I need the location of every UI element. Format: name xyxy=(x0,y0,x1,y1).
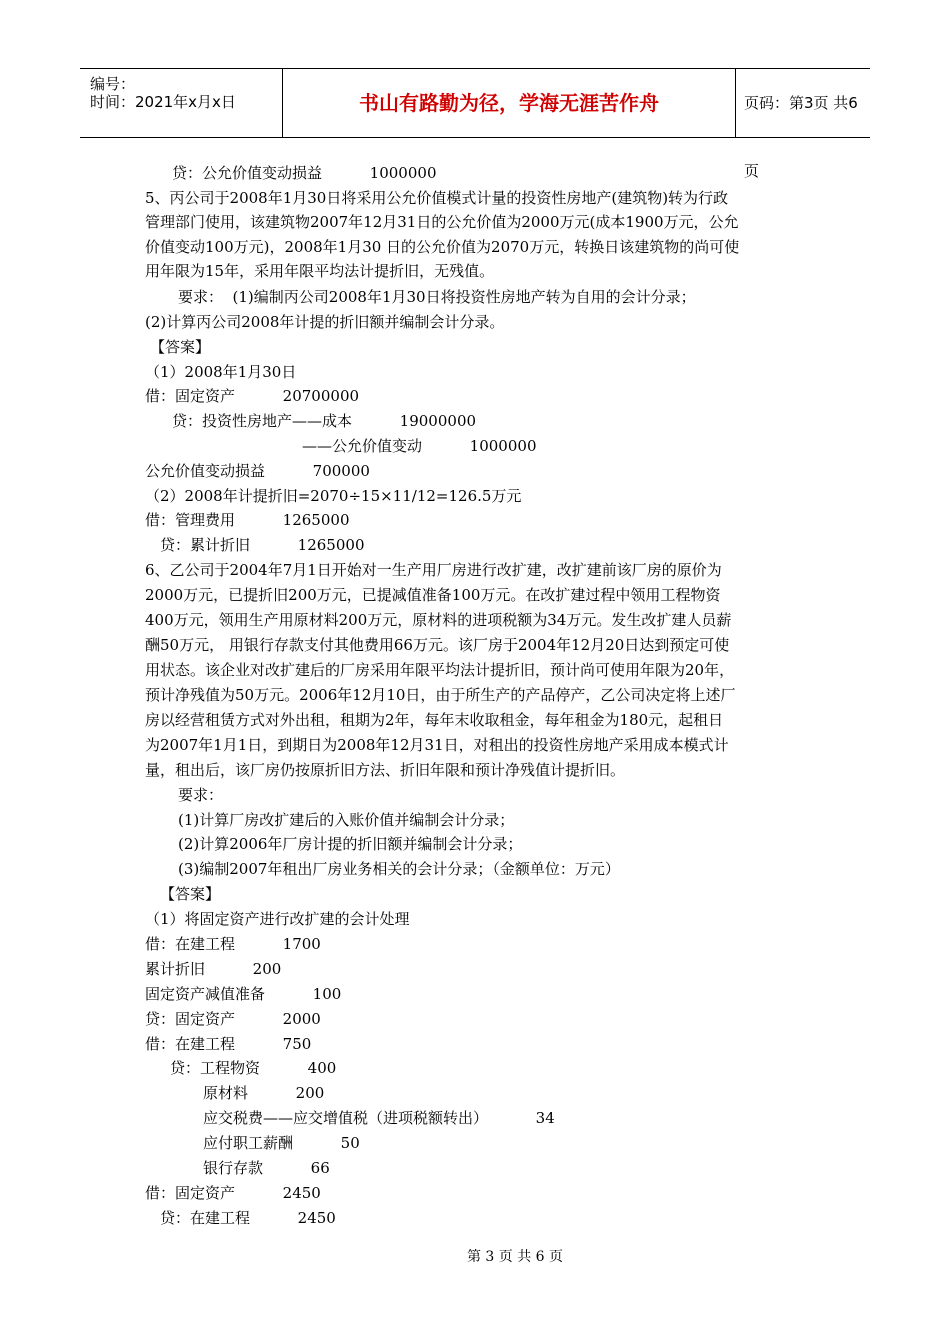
journal-line: 贷：累计折旧 1265000 xyxy=(160,536,365,554)
journal-line: 贷：在建工程 2450 xyxy=(160,1209,336,1227)
text-line: （2）2008年计提折旧=2070÷15×11/12=126.5万元 xyxy=(145,487,522,505)
page-footer: 第 3 页 共 6 页 xyxy=(466,1249,564,1265)
text-line: 管理部门使用，该建筑物2007年12月31日的公允价值为2000万元(成本1900万元，公允 xyxy=(145,213,739,231)
text-line: 房以经营租赁方式对外出租，租期为2年，每年末收取租金，每年租金为180元，起租日 xyxy=(145,711,724,729)
answer-heading: 【答案】 xyxy=(150,338,211,356)
text-line: 用年限为15年，采用年限平均法计提折旧，无残值。 xyxy=(145,262,495,280)
text-line: (2)计算2006年厂房计提的折旧额并编制会计分录； xyxy=(178,835,523,853)
journal-line: 借：在建工程 1700 xyxy=(145,935,321,953)
text-line: 酬50万元， 用银行存款支付其他费用66万元。该厂房于2004年12月20日达到预定可使 xyxy=(145,636,730,654)
text-line: 400万元，领用生产用原材料200万元，原材料的进项税额为34万元。发生改扩建人员薪 xyxy=(145,611,732,629)
journal-line: 原材料 200 xyxy=(203,1084,325,1102)
text-line: 6、乙公司于2004年7月1日开始对一生产用厂房进行改扩建，改扩建前该厂房的原价为 xyxy=(145,561,722,579)
text-line: 为2007年1月1日，到期日为2008年12月31日，对租出的投资性房地产采用成本模式计 xyxy=(145,736,729,754)
text-line: 用状态。该企业对改扩建后的厂房采用年限平均法计提折旧，预计尚可使用年限为20年， xyxy=(145,661,735,679)
text-line: 5、丙公司于2008年1月30日将采用公允价值模式计量的投资性房地产(建筑物)转为行政 xyxy=(145,189,729,207)
journal-line: 应交税费——应交增值税（进项税额转出） 34 xyxy=(203,1109,555,1127)
journal-line: 借：固定资产 20700000 xyxy=(145,387,360,405)
text-line: 量，租出后，该厂房仍按原折旧方法、折旧年限和预计净残值计提折旧。 xyxy=(145,761,626,779)
journal-line: 固定资产减值准备 100 xyxy=(145,985,342,1003)
text-line: 2000万元，已提折旧200万元，已提减值准备100万元。在改扩建过程中领用工程物资 xyxy=(145,586,721,604)
text-line: 贷：公允价值变动损益 1000000 xyxy=(172,164,437,182)
header-meta xyxy=(80,69,282,137)
journal-line: 贷：投资性房地产——成本 19000000 xyxy=(172,412,477,430)
journal-line: 银行存款 66 xyxy=(203,1159,330,1177)
journal-line: 应付职工薪酬 50 xyxy=(203,1134,360,1152)
text-line: (3)编制2007年租出厂房业务相关的会计分录；（金额单位：万元） xyxy=(178,860,620,878)
text-line: 要求： xyxy=(178,786,224,804)
number-label: 编号： xyxy=(90,75,136,93)
journal-line: 借：在建工程 750 xyxy=(145,1035,312,1053)
text-line: 要求： (1)编制丙公司2008年1月30日将投资性房地产转为自用的会计分录； xyxy=(178,288,696,306)
text-line: (1)计算厂房改扩建后的入账价值并编制会计分录； xyxy=(178,811,515,829)
journal-line: 公允价值变动损益 700000 xyxy=(145,462,370,480)
text-line: (2)计算丙公司2008年计提的折旧额并编制会计分录。 xyxy=(145,313,505,331)
text-line: 价值变动100万元)，2008年1月30 日的公允价值为2070万元，转换日该建筑物的尚可使 xyxy=(145,238,740,256)
journal-line: 借：固定资产 2450 xyxy=(145,1184,321,1202)
page-label: 页码：第3页 共6页 xyxy=(744,94,858,180)
journal-line: 累计折旧 200 xyxy=(145,960,282,978)
answer-heading: 【答案】 xyxy=(160,885,221,903)
text-line: （1）将固定资产进行改扩建的会计处理 xyxy=(145,910,410,928)
journal-line: 贷：固定资产 2000 xyxy=(145,1010,321,1028)
journal-line: ——公允价值变动 1000000 xyxy=(302,437,537,455)
journal-line: 贷：工程物资 400 xyxy=(170,1059,337,1077)
time-label: 时间：2021年x月x日 xyxy=(90,93,236,111)
text-line: 预计净残值为50万元。2006年12月10日，由于所生产的产品停产，乙公司决定将上述厂 xyxy=(145,686,736,704)
journal-line: 借：管理费用 1265000 xyxy=(145,511,350,529)
motto: 书山有路勤为径，学海无涯苦作舟 xyxy=(282,69,736,137)
text-line: （1）2008年1月30日 xyxy=(145,363,297,381)
